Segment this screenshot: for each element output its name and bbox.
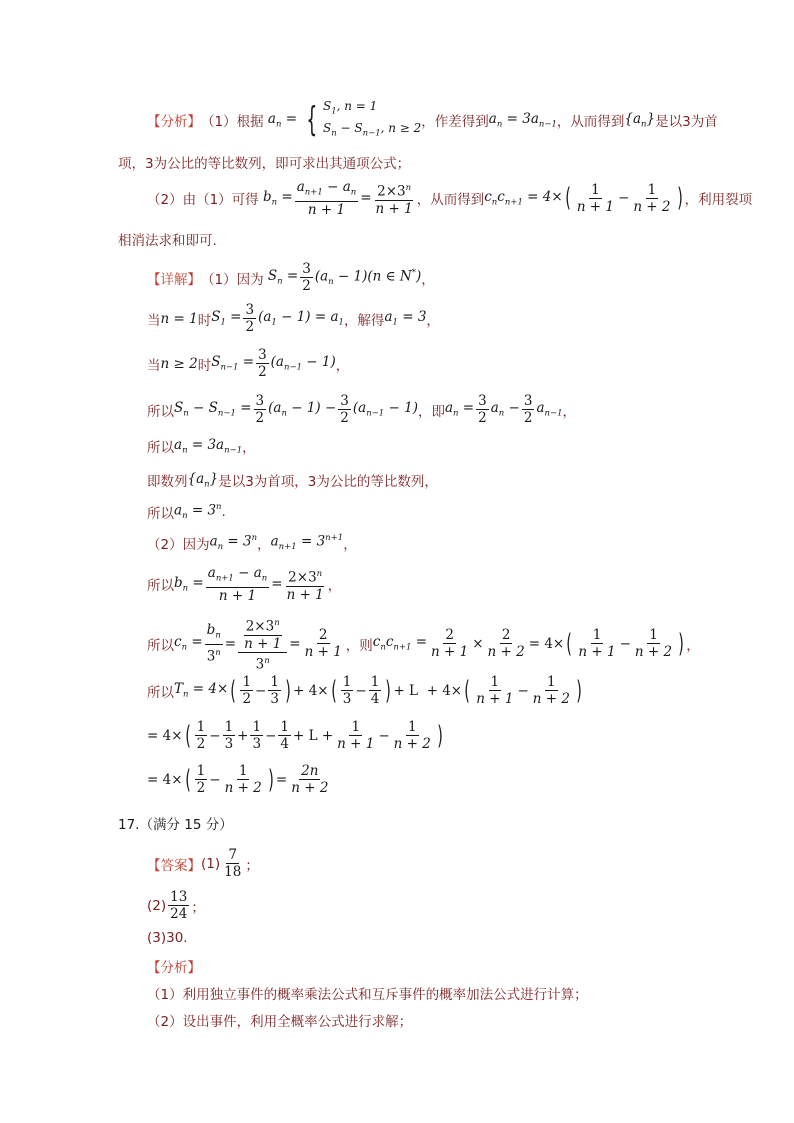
comma-3: ， — [335, 357, 350, 374]
period: . — [221, 504, 226, 520]
frac-b: $\frac{3}{2}$ — [340, 393, 349, 426]
answer-tag: 【答案】 — [147, 857, 201, 874]
frac-t: $\frac{1}{3}$ — [224, 719, 234, 752]
frac-j: $\frac{2}{n + 2}$ — [487, 627, 525, 660]
answer-1-label: (1) — [201, 855, 221, 872]
so-1: 所以 — [147, 403, 174, 420]
detail-text-2c: ，解得 — [343, 312, 385, 329]
frac-u: $\frac{1}{3}$ — [252, 719, 262, 752]
detail-line-13 — [147, 764, 332, 795]
paren-r5: ) — [576, 675, 582, 706]
paren-l6: ( — [184, 720, 191, 751]
detail-text-3b: 时 — [197, 357, 212, 374]
so-5: 所以 — [147, 637, 174, 654]
analysis-text-1e: 项，3为公比的等比数列，即可求出其通项公式； — [118, 156, 411, 172]
analysis-line-4 — [118, 229, 217, 249]
math-set-an: $\{a_n\}$ — [624, 111, 656, 130]
analysis-line-3 — [147, 180, 752, 217]
ze: ，则 — [345, 637, 373, 654]
q17-step-2-line — [147, 1010, 412, 1030]
detail-line-3 — [147, 348, 349, 379]
math-s1: $S_1$ = — [211, 309, 242, 328]
detail-line-11 — [147, 675, 584, 706]
math-sn: $S_n$ = — [263, 268, 299, 287]
analysis-tag: 【分析】 — [147, 114, 201, 131]
detail-text-6: 即数列 — [147, 474, 188, 490]
comma-9: ， — [686, 637, 700, 654]
frac-f: $\frac{2\times 3^n}{n + 1}$ — [286, 569, 324, 603]
comma-4: ， — [562, 403, 577, 420]
frac-bn-2: $\frac{2\times 3^n}{n + 1}$ — [375, 183, 413, 217]
math-an-2: $a_n$ − — [490, 400, 520, 419]
detail-line-1 — [147, 262, 435, 293]
frac-n: $\frac{1}{3}$ — [270, 674, 279, 707]
frac-3-2-b: $\frac{3}{2}$ — [245, 302, 255, 335]
frac-c: $\frac{3}{2}$ — [478, 393, 487, 426]
m-minus-4: − — [355, 682, 367, 699]
paren-r6: ) — [437, 720, 443, 751]
frac-l: $\frac{1}{n + 2}$ — [634, 627, 673, 660]
m-m7: − — [265, 727, 277, 744]
frac-7-18: $\frac{7}{18}$ — [224, 847, 242, 880]
comma-8: ， — [327, 578, 342, 595]
detail-text-2a: 当 — [147, 312, 161, 329]
math-an1-3n1: $a_{n+1} = 3^{n+1}$ — [270, 533, 344, 553]
analysis-text-2b: ，从而得到 — [416, 192, 485, 209]
analysis-line-2 — [118, 152, 410, 172]
q17-answer-line-1 — [147, 848, 259, 879]
frac-m: $\frac{1}{2}$ — [242, 674, 252, 707]
q17-analysis-tag-line — [147, 956, 201, 976]
m-plus: + 4× — [293, 682, 329, 699]
math-eq-4: = — [289, 635, 301, 652]
math-an: $a_n$ = — [263, 111, 302, 130]
detail-line-6 — [147, 470, 438, 490]
math-diff: $S_n - S_{n-1}$ = — [174, 400, 252, 419]
q17-answer-line-2 — [147, 890, 205, 921]
paren-l4: ( — [330, 675, 337, 706]
math-eq-5: = 4× — [528, 635, 565, 652]
math-an-3n-2: $a_n = 3^n$ — [209, 533, 258, 553]
frac-s: $\frac{1}{2}$ — [196, 719, 206, 752]
m-eq4: = 4× — [147, 727, 183, 744]
math-an1: $(a_{n-1} - 1)$ — [270, 354, 336, 373]
piecewise-cases: $S_1$, n = 1 $S_n - S_{n-1}$, n ≥ 2 — [322, 99, 422, 139]
detail-line-7 — [147, 502, 226, 522]
frac-1: $\frac{1}{n + 1}$ — [576, 181, 614, 215]
m-eq4b: = 4× — [147, 771, 183, 788]
paren-right: ) — [676, 183, 683, 214]
math-bn: $b_n$ = — [258, 189, 293, 208]
detail-tag: 【详解】 — [147, 271, 201, 288]
detail-p2: （2）因为 — [147, 537, 210, 553]
analysis-text-1a: （1）根据 — [201, 114, 264, 131]
math-tn: $T_n = 4\times$ — [174, 681, 229, 700]
m-m6: − — [209, 727, 221, 744]
math-an-3n: $a_n = 3^n$ — [174, 502, 222, 522]
math-cn: $c_n$ = — [174, 634, 203, 653]
semi-1: ； — [245, 857, 259, 874]
q17-step-1-line — [147, 983, 588, 1003]
detail-text-2b: 时 — [197, 312, 212, 329]
math-recur-2: $a_n = 3a_{n-1}$ — [174, 436, 243, 456]
analysis-text-1d: 是以3为首 — [655, 114, 718, 131]
answer-2-label: (2) — [147, 897, 167, 914]
so-4: 所以 — [147, 578, 174, 595]
frac-o: $\frac{1}{3}$ — [342, 674, 352, 707]
math-eq: = — [360, 190, 372, 207]
frac-y: $\frac{1}{2}$ — [196, 763, 206, 796]
q17-answer-line-3 — [147, 930, 188, 946]
math-cc-2: $c_nc_{n+1}$ = — [372, 634, 428, 653]
math-an-1: $(a_n - 1)(n$ ∈ N*) — [314, 267, 422, 288]
m-minus-3: − — [255, 682, 267, 699]
m-m9: − — [209, 771, 221, 788]
frac-3-2: $\frac{3}{2}$ — [302, 261, 311, 294]
frac-v: $\frac{1}{4}$ — [280, 719, 289, 752]
comma-2: ， — [426, 312, 440, 329]
detail-line-10 — [147, 616, 700, 671]
frac-q: $\frac{1}{n + 1}$ — [476, 674, 514, 707]
comma: ， — [421, 271, 435, 288]
math-an-eq: $a_n$ = — [444, 400, 475, 419]
brace-symbol: { — [306, 100, 318, 141]
math-eq-2: = — [271, 576, 283, 593]
math-set-an-2: $\{a_n\}$ — [187, 470, 219, 490]
math-times: × — [472, 635, 484, 652]
m-minus-5: − — [517, 682, 529, 699]
math-a1: $(a_1 - 1) = a_1$ — [258, 309, 344, 328]
detail-line-12 — [147, 720, 445, 751]
detail-text-1: （1）因为 — [201, 271, 264, 288]
math-n2: n ≥ 2 — [160, 355, 198, 372]
m-pl: + L + — [292, 727, 334, 744]
analysis-text-2d: 相消法求和即可. — [118, 233, 217, 249]
q17-title-line — [118, 813, 233, 833]
paren-r7: ) — [268, 764, 274, 795]
frac-bn-1: $\frac{a_{n+1} - a_n}{n + 1}$ — [296, 179, 357, 218]
paren-r2: ) — [678, 628, 684, 659]
math-n1: n = 1 — [160, 310, 198, 327]
analysis-text-2c: ，利用裂项 — [684, 192, 753, 209]
frac-final: $\frac{2n}{n + 2}$ — [291, 763, 329, 796]
detail-line-5 — [147, 436, 256, 456]
math-minus: − — [618, 190, 630, 207]
so-2: 所以 — [147, 440, 174, 456]
frac-3-2-c: $\frac{3}{2}$ — [258, 347, 267, 380]
frac-13-24: $\frac{13}{24}$ — [170, 889, 188, 922]
frac-i: $\frac{2}{n + 1}$ — [431, 627, 469, 660]
paren-l3: ( — [230, 675, 237, 706]
math-sn1: $S_{n-1}$ = — [211, 354, 255, 373]
semi-2: ； — [191, 899, 205, 916]
so-3: 所以 — [147, 506, 174, 522]
paren-l5: ( — [464, 675, 470, 706]
paren-l7: ( — [184, 764, 191, 795]
math-cc: $c_nc_{n+1} = 4\times$ — [484, 189, 563, 208]
ji: ，即 — [417, 403, 445, 420]
frac-k: $\frac{1}{n + 1}$ — [578, 627, 616, 660]
answer-3: (3)30. — [147, 930, 188, 946]
m-p6: + — [237, 727, 249, 744]
so-6: 所以 — [147, 684, 174, 701]
frac-z: $\frac{1}{n + 2}$ — [224, 763, 262, 796]
q17-title: 17.（满分 15 分） — [118, 817, 233, 833]
comma-7: ， — [343, 537, 357, 553]
frac-2: $\frac{1}{n + 2}$ — [633, 181, 671, 215]
comma-5: ， — [242, 440, 256, 456]
frac-x: $\frac{1}{n + 2}$ — [393, 719, 431, 752]
math-eq-3: = — [224, 635, 237, 652]
detail-line-9 — [147, 566, 341, 603]
paren-r3: ) — [285, 675, 291, 706]
paren-left: ( — [564, 183, 571, 214]
q17-step-1: （1）利用独立事件的概率乘法公式和互斥事件的概率加法公式进行计算； — [147, 987, 588, 1003]
detail-line-8 — [147, 533, 357, 553]
frac-a: $\frac{3}{2}$ — [255, 393, 265, 426]
frac-r: $\frac{1}{n + 2}$ — [532, 674, 570, 707]
m-plus-l: + L + 4× — [393, 682, 463, 699]
analysis-text-1c: ，从而得到 — [556, 114, 625, 131]
math-p1: $(a_n - 1)$ − — [268, 400, 337, 419]
math-minus-2: − — [619, 635, 631, 652]
math-p2: $(a_{n-1} - 1)$ — [352, 400, 418, 419]
q17-analysis-tag: 【分析】 — [147, 960, 201, 976]
frac-w: $\frac{1}{n + 1}$ — [337, 719, 375, 752]
detail-text-6b: 是以3为首项，3为公比的等比数列， — [218, 474, 438, 490]
frac-nested: $\frac{\frac{2\times 3^n}{n + 1}}{3^n}$ — [238, 616, 287, 671]
m-m8: − — [378, 727, 390, 744]
math-bn-2: $b_n$ = — [174, 575, 204, 594]
math-a1-3: $a_1 = 3$ — [384, 309, 427, 328]
frac-d: $\frac{3}{2}$ — [523, 393, 533, 426]
detail-line-2 — [147, 303, 440, 334]
analysis-text-2a: （2）由（1）可得 — [147, 192, 259, 209]
comma-6: ， — [257, 537, 271, 553]
paren-l2: ( — [566, 628, 573, 659]
frac-g: $\frac{b_n}{3^n}$ — [206, 622, 221, 665]
analysis-line-1 — [147, 98, 718, 143]
m-eq10: = — [275, 771, 288, 788]
math-recur: $a_n = 3a_{n-1}$ — [488, 111, 557, 130]
frac-h: $\frac{2}{n + 1}$ — [304, 627, 342, 660]
frac-p: $\frac{1}{4}$ — [370, 674, 380, 707]
paren-r4: ) — [385, 675, 392, 706]
analysis-text-1b: ，作差得到 — [421, 114, 489, 131]
detail-text-3a: 当 — [147, 357, 161, 374]
math-an-3: $a_{n-1}$ — [536, 400, 563, 419]
frac-e: $\frac{a_{n+1} - a_n}{n + 1}$ — [207, 565, 268, 604]
q17-step-2: （2）设出事件，利用全概率公式进行求解； — [147, 1014, 413, 1030]
detail-line-4 — [147, 394, 576, 425]
